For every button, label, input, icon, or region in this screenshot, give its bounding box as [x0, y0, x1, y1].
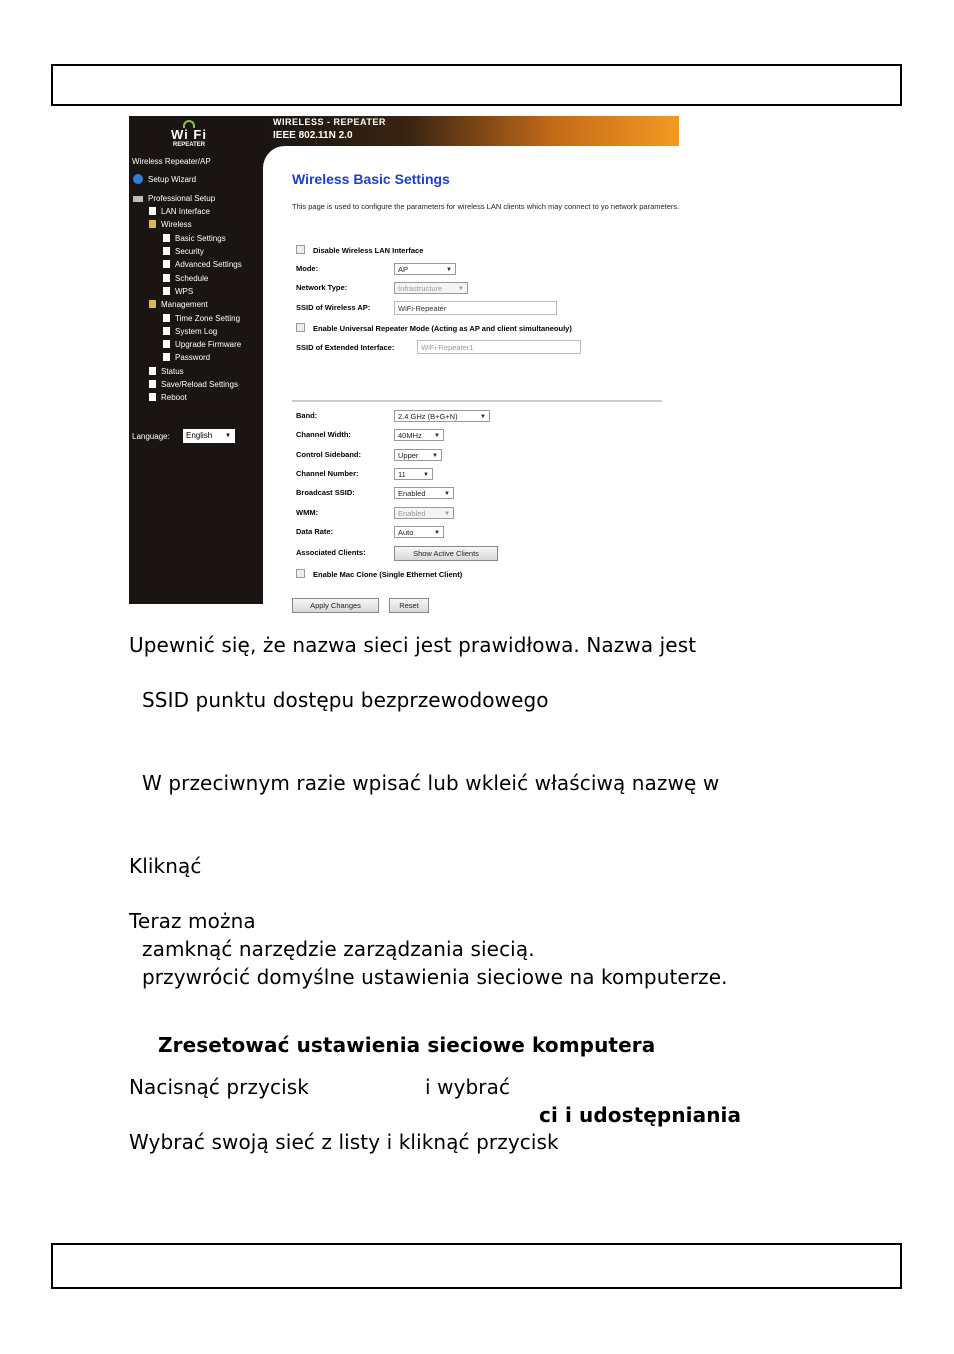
- language-select[interactable]: English ▼: [183, 429, 235, 443]
- logo-text: Wi Fi: [171, 127, 207, 142]
- folder-icon: [149, 300, 156, 308]
- band-select[interactable]: 2.4 GHz (B+G+N) ▼: [394, 410, 490, 422]
- wmm-label: WMM:: [296, 508, 319, 517]
- page-icon: [163, 247, 170, 255]
- chevron-down-icon: ▼: [225, 433, 231, 439]
- page-icon: [163, 353, 170, 361]
- header-frame: [51, 64, 902, 106]
- page-icon: [163, 274, 170, 282]
- mode-select[interactable]: AP ▼: [394, 263, 456, 275]
- router-screenshot: [129, 116, 680, 610]
- doc-line-4: Kliknąć: [129, 854, 202, 878]
- chevron-down-icon: ▼: [444, 491, 450, 497]
- sidebar-item-basic-settings[interactable]: Basic Settings: [163, 234, 226, 244]
- chevron-down-icon: ▼: [458, 286, 464, 292]
- band-label: Band:: [296, 411, 318, 420]
- associated-clients-label: Associated Clients:: [296, 548, 366, 557]
- sidebar-item-management[interactable]: Management: [149, 300, 208, 310]
- sidebar-item-status[interactable]: Status: [149, 367, 184, 377]
- universal-repeater-row: Enable Universal Repeater Mode (Acting as AP and client simultaneouly): [296, 323, 572, 335]
- sidebar-item-setup-wizard[interactable]: Setup Wizard: [133, 174, 196, 185]
- page-icon: [163, 287, 170, 295]
- broadcast-ssid-label: Broadcast SSID:: [296, 488, 355, 497]
- ssid-label: SSID of Wireless AP:: [296, 303, 371, 312]
- broadcast-ssid-select[interactable]: Enabled ▼: [394, 487, 454, 499]
- sidebar: [129, 116, 263, 604]
- doc-heading: Zresetować ustawienia sieciowe komputera: [158, 1033, 656, 1057]
- sidebar-item-reboot[interactable]: Reboot: [149, 393, 187, 403]
- banner-title: WIRELESS - REPEATER: [273, 117, 386, 127]
- page-icon: [163, 260, 170, 268]
- page-icon: [149, 367, 156, 375]
- disable-wlan-row: Disable Wireless LAN Interface: [296, 245, 423, 257]
- page-icon: [163, 340, 170, 348]
- page-icon: [149, 393, 156, 401]
- show-active-clients-button[interactable]: Show Active Clients: [394, 546, 498, 561]
- extended-ssid-label: SSID of Extended Interface:: [296, 343, 395, 352]
- control-sideband-select[interactable]: Upper ▼: [394, 449, 442, 461]
- doc-line-8a: Nacisnąć przycisk: [129, 1075, 309, 1099]
- chevron-down-icon: ▼: [444, 511, 450, 517]
- sidebar-item-lan[interactable]: LAN Interface: [149, 207, 210, 217]
- doc-line-2: SSID punktu dostępu bezprzewodowego: [142, 688, 549, 712]
- chevron-down-icon: ▼: [423, 472, 429, 478]
- ssid-input[interactable]: WiFi-Repeater: [394, 301, 557, 315]
- footer-frame: [51, 1243, 902, 1289]
- apply-changes-button[interactable]: Apply Changes: [292, 598, 379, 613]
- sidebar-item-wps[interactable]: WPS: [163, 287, 193, 297]
- sidebar-item-upgrade[interactable]: Upgrade Firmware: [163, 340, 241, 350]
- channel-number-select[interactable]: 11 ▼: [394, 468, 433, 480]
- divider: [292, 400, 662, 402]
- page-icon: [163, 314, 170, 322]
- globe-icon: [133, 174, 143, 184]
- sidebar-item-save-reload[interactable]: Save/Reload Settings: [149, 380, 238, 390]
- settings-panel: [263, 146, 680, 610]
- chevron-down-icon: ▼: [446, 267, 452, 273]
- banner-subtitle: IEEE 802.11N 2.0: [273, 130, 353, 141]
- drive-icon: [133, 196, 143, 202]
- control-sideband-label: Control Sideband:: [296, 450, 361, 459]
- channel-width-label: Channel Width:: [296, 430, 351, 439]
- sidebar-item-wireless[interactable]: Wireless: [149, 220, 192, 230]
- language-label: Language:: [132, 432, 170, 441]
- doc-line-7: przywrócić domyślne ustawienia sieciowe na komputerze.: [142, 965, 728, 989]
- sidebar-item-professional-setup[interactable]: Professional Setup: [133, 194, 215, 204]
- logo-sub: REPEATER: [172, 142, 206, 148]
- mode-label: Mode:: [296, 264, 319, 273]
- mac-clone-row: Enable Mac Clone (Single Ethernet Client): [296, 569, 462, 581]
- network-type-label: Network Type:: [296, 283, 348, 292]
- chevron-down-icon: ▼: [432, 453, 438, 459]
- reset-button[interactable]: Reset: [389, 598, 429, 613]
- page-icon: [149, 207, 156, 215]
- page-icon: [163, 234, 170, 242]
- doc-line-6: zamknąć narzędzie zarządzania siecią.: [142, 937, 535, 961]
- chevron-down-icon: ▼: [434, 530, 440, 536]
- sidebar-item-advanced[interactable]: Advanced Settings: [163, 260, 242, 270]
- sidebar-item-time-zone[interactable]: Time Zone Setting: [163, 314, 240, 324]
- doc-line-3: W przeciwnym razie wpisać lub wkleić właściwą nazwę w: [142, 771, 720, 795]
- mac-clone-checkbox[interactable]: [296, 569, 305, 578]
- sidebar-item-security[interactable]: Security: [163, 247, 204, 257]
- page-description: This page is used to configure the parameters for wireless LAN clients which may connect to yo network parameters.: [292, 202, 680, 211]
- extended-ssid-input[interactable]: WiFi-Repeater1: [417, 340, 581, 354]
- sidebar-item-schedule[interactable]: Schedule: [163, 274, 208, 284]
- wifi-icon: [183, 120, 195, 128]
- channel-number-label: Channel Number:: [296, 469, 359, 478]
- banner: [263, 116, 679, 146]
- sidebar-item-system-log[interactable]: System Log: [163, 327, 217, 337]
- data-rate-select[interactable]: Auto ▼: [394, 526, 444, 538]
- wmm-select[interactable]: Enabled ▼: [394, 507, 454, 519]
- disable-wlan-checkbox[interactable]: [296, 245, 305, 254]
- sidebar-item-password[interactable]: Password: [163, 353, 210, 363]
- page-title: Wireless Basic Settings: [292, 171, 450, 187]
- wifi-logo: [159, 120, 219, 152]
- network-type-select[interactable]: Infrastructure ▼: [394, 282, 468, 294]
- universal-repeater-checkbox[interactable]: [296, 323, 305, 332]
- doc-line-8b: i wybrać: [425, 1075, 511, 1099]
- page-icon: [163, 327, 170, 335]
- folder-icon: [149, 220, 156, 228]
- doc-line-10: Wybrać swoją sieć z listy i kliknąć przycisk: [129, 1130, 559, 1154]
- channel-width-select[interactable]: 40MHz ▼: [394, 429, 444, 441]
- data-rate-label: Data Rate:: [296, 527, 334, 536]
- chevron-down-icon: ▼: [480, 414, 486, 420]
- doc-line-1: Upewnić się, że nazwa sieci jest prawidłowa. Nazwa jest: [129, 633, 697, 657]
- doc-line-9: ci i udostępniania: [539, 1103, 742, 1127]
- doc-line-5: Teraz można: [129, 909, 256, 933]
- page-icon: [149, 380, 156, 388]
- sidebar-title: Wireless Repeater/AP: [132, 157, 211, 166]
- chevron-down-icon: ▼: [434, 433, 440, 439]
